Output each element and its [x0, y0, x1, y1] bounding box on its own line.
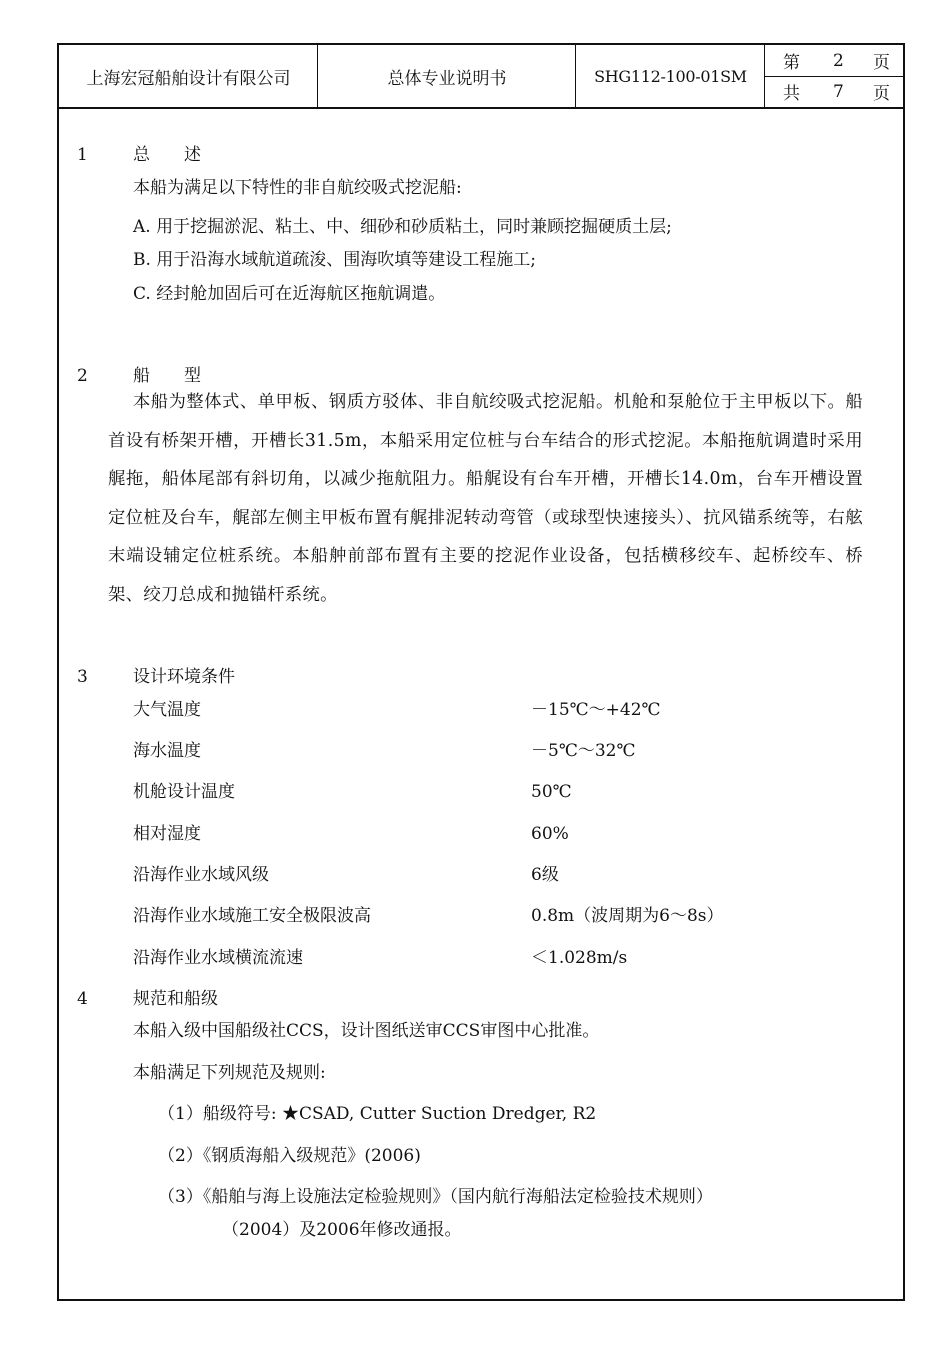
- current-page-number: 2: [833, 50, 844, 71]
- section-1-number: 1: [77, 145, 88, 165]
- rule-item-3-continued: （2004）及2006年修改通报。: [222, 1220, 462, 1240]
- env-value: 0.8m（波周期为6～8s）: [531, 906, 724, 926]
- company-name: 上海宏冠船舶设计有限公司: [86, 68, 291, 89]
- section-3-title: 设计环境条件: [133, 667, 235, 687]
- header-table: [59, 45, 903, 109]
- section-1-title: 总 述: [133, 145, 201, 165]
- total-label-suffix: 页: [873, 84, 890, 104]
- env-label: 沿海作业水域横流流速: [133, 948, 303, 968]
- section-4-line-2: 本船满足下列规范及规则:: [133, 1063, 326, 1083]
- env-label: 沿海作业水域风级: [133, 865, 269, 885]
- section-1-intro: 本船为满足以下特性的非自航绞吸式挖泥船:: [133, 178, 462, 198]
- env-value: 60%: [531, 824, 569, 844]
- section-1-item-b: B. 用于沿海水域航道疏浚、围海吹填等建设工程施工;: [133, 250, 537, 270]
- page-label-prefix: 第: [783, 53, 800, 73]
- document-number: SHG112-100-01SM: [594, 66, 747, 86]
- env-value: ＜1.028m/s: [531, 948, 628, 968]
- env-label: 海水温度: [133, 741, 201, 761]
- env-value: －5℃～32℃: [531, 741, 636, 761]
- section-4-title: 规范和船级: [133, 989, 218, 1009]
- rule-item-3: （3）《船舶与海上设施法定检验规则》（国内航行海船法定检验技术规则）: [158, 1187, 713, 1207]
- env-value: 50℃: [531, 782, 572, 802]
- page-label-suffix: 页: [873, 53, 890, 73]
- section-2-number: 2: [77, 366, 88, 386]
- section-4-line-1: 本船入级中国船级社CCS，设计图纸送审CCS审图中心批准。: [133, 1021, 600, 1041]
- env-label: 大气温度: [133, 700, 201, 720]
- section-2-paragraph: 本船为整体式、单甲板、钢质方驳体、非自航绞吸式挖泥船。机舱和泵舱位于主甲板以下。船首设有桥架开槽，开槽长31.5m，本船采用定位桩与台车结合的形式挖泥。本船拖航调遣时采用艉拖，船体尾部有斜切角，以减少拖航阻力。船艉设有台车开槽，开槽长14.0m，台车开槽设置定位桩及台车，艉部左侧主甲板布置有艉排泥转动弯管（或球型快速接头）、抗风锚系统等，右舷末端设辅定位桩系统。本船舯前部布置有主要的挖泥作业设备，包括横移绞车、起桥绞车、桥架、绞刀总成和抛锚杆系统。: [108, 392, 863, 605]
- section-3-number: 3: [77, 667, 88, 687]
- total-pages-row: [765, 76, 903, 107]
- current-page-row: [765, 45, 903, 76]
- section-2-title: 船 型: [133, 366, 201, 386]
- env-label: 相对湿度: [133, 824, 201, 844]
- section-1-item-a: A. 用于挖掘淤泥、粘土、中、细砂和砂质粘土，同时兼顾挖掘硬质土层;: [133, 217, 672, 237]
- env-value: 6级: [531, 865, 559, 885]
- env-value: －15℃～+42℃: [531, 700, 661, 720]
- rule-item-1: （1）船级符号: ★CSAD, Cutter Suction Dredger, R2: [158, 1104, 597, 1124]
- total-page-count: 7: [833, 81, 844, 102]
- section-4-number: 4: [77, 989, 88, 1009]
- section-1-item-c: C. 经封舱加固后可在近海航区拖航调遣。: [133, 284, 446, 304]
- env-label: 沿海作业水域施工安全极限波高: [133, 906, 371, 926]
- env-label: 机舱设计温度: [133, 782, 235, 802]
- total-label-prefix: 共: [783, 84, 800, 104]
- rule-item-2: （2）《钢质海船入级规范》(2006): [158, 1146, 421, 1166]
- document-title: 总体专业说明书: [387, 68, 507, 89]
